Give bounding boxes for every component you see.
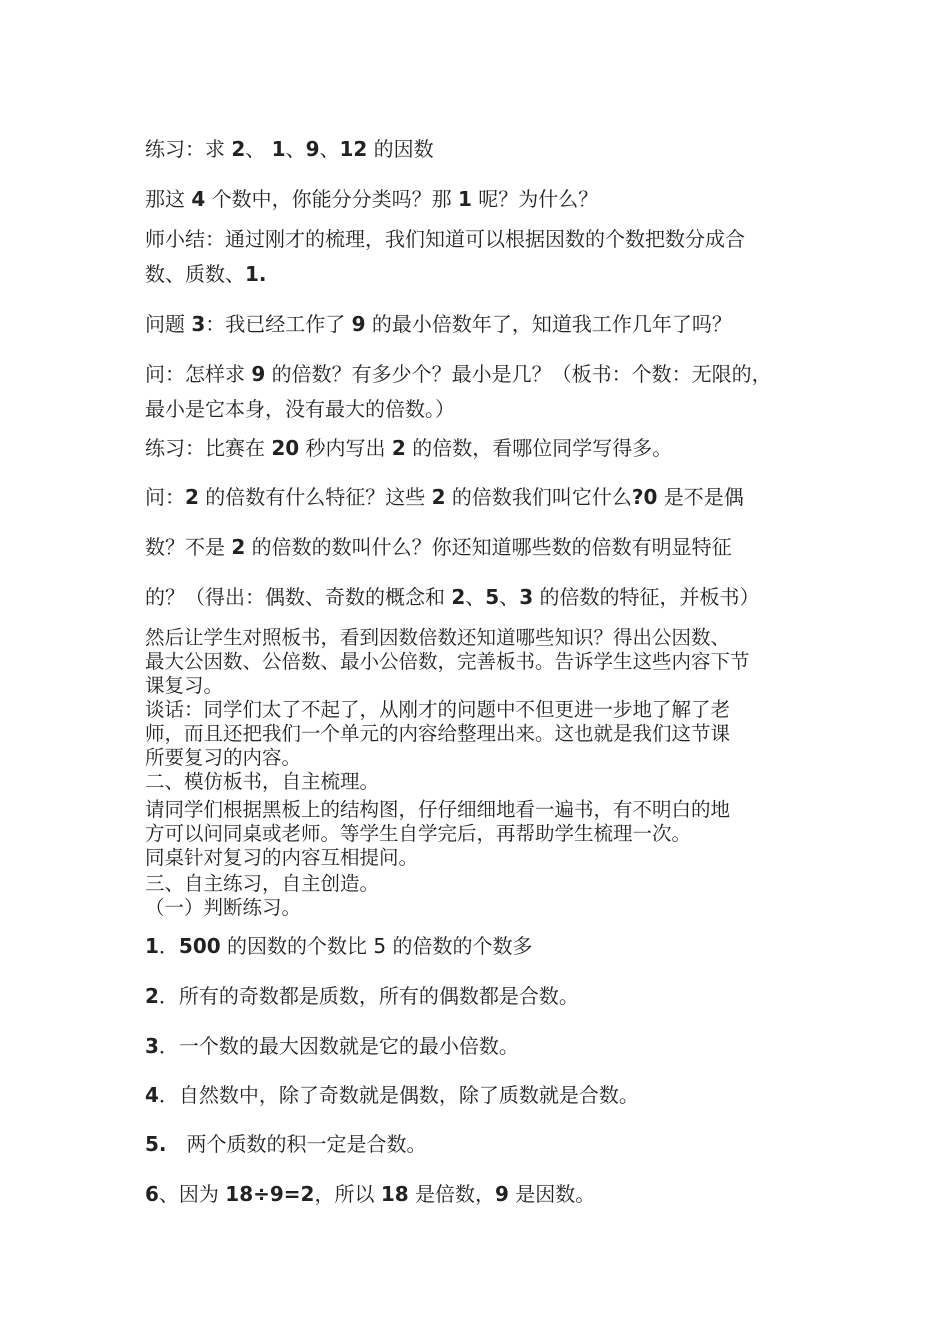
bold-text-run: 2 <box>231 137 246 161</box>
judgement-item-1 <box>145 933 532 959</box>
bold-text-run: 5 <box>485 585 500 609</box>
text-run: 同桌针对复习的内容互相提问。 <box>145 846 419 869</box>
text-run: 数、质数、 <box>145 262 245 286</box>
text-run: 请同学们根据黑板上的结构图，仔仔细细地看一遍书，有不明白的地 <box>145 798 731 821</box>
bold-text-run: 2 <box>431 485 446 509</box>
talk-line <box>145 722 730 746</box>
even-question-line-1 <box>145 484 744 510</box>
text-run: 、因为 <box>158 1182 226 1206</box>
bold-text-run: 2 <box>391 436 406 460</box>
text-run: 个数中，你能分分类吗？那 <box>205 187 458 211</box>
text-run: 是倍数， <box>408 1182 496 1206</box>
text-run: 三、自主练习，自主创造。 <box>145 872 380 895</box>
talk-line <box>145 698 730 722</box>
text-run: 的倍数我们叫它什么 <box>445 485 632 509</box>
text-run: ，所以 <box>314 1182 381 1206</box>
judgement-item-5 <box>145 1131 427 1157</box>
bold-text-run: 3 <box>145 1034 159 1058</box>
text-run: ． <box>158 934 179 958</box>
exercise-factors-line <box>145 136 434 162</box>
bold-text-run: 4 <box>145 1083 159 1107</box>
bold-text-run: 12 <box>339 137 368 161</box>
bold-text-run: 3 <box>191 312 206 336</box>
text-run: 的倍数有什么特征？这些 <box>198 485 432 509</box>
bold-text-run: 2 <box>185 485 199 509</box>
text-run: （一）判断练习。 <box>145 896 302 919</box>
bold-text-run: 5. <box>145 1132 167 1156</box>
bold-text-run: 6 <box>145 1182 159 1206</box>
section-heading-3 <box>145 872 379 896</box>
text-run: 、 <box>465 585 486 609</box>
text-run: ．一个数的最大因数就是它的最小倍数。 <box>158 1034 519 1058</box>
paragraph-line <box>145 650 750 674</box>
text-run: 问题 <box>145 312 192 336</box>
text-run: 师，而且还把我们一个单元的内容给整理出来。这也就是我们这节课 <box>145 722 731 745</box>
text-run: 那这 <box>145 187 192 211</box>
bold-text-run: 20 <box>271 436 300 460</box>
judgement-item-4 <box>145 1082 639 1108</box>
bold-text-run: 18 <box>380 1182 409 1206</box>
text-run: 的倍数的数叫什么？你还知道哪些数的倍数有明显特征 <box>245 535 732 559</box>
bold-text-run: 9 <box>351 312 366 336</box>
text-run: 问： <box>145 485 185 509</box>
text-run: ．自然数中，除了奇数就是偶数，除了质数就是合数。 <box>158 1083 639 1107</box>
text-run: 的因数的个数比 5 的倍数的个数多 <box>220 934 533 958</box>
bold-text-run: ?0 <box>631 485 658 509</box>
text-run: 的倍数的特征，并板书） <box>533 585 760 609</box>
text-run: 谈话：同学们太了不起了，从刚才的问题中不但更进一步地了解了老 <box>145 698 731 721</box>
text-run: 的倍数，看哪位同学写得多。 <box>405 436 673 460</box>
text-run: 秒内写出 <box>299 436 392 460</box>
section-heading-2 <box>145 770 379 794</box>
bold-text-run: 1 <box>145 934 159 958</box>
judgement-item-6 <box>145 1181 595 1207</box>
text-run: 二、模仿板书，自主梳理。 <box>145 770 380 793</box>
bold-text-run: 9 <box>305 137 320 161</box>
text-run: 数？不是 <box>145 535 232 559</box>
text-run: 问：怎样求 <box>145 362 252 386</box>
text-run: 最小是它本身，没有最大的倍数。） <box>145 397 455 421</box>
text-run: 所要复习的内容。 <box>145 746 302 769</box>
instruction-line <box>145 846 418 870</box>
teacher-summary-line-1 <box>145 226 745 252</box>
text-run: 的最小倍数年了，知道我工作几年了吗？ <box>365 312 732 336</box>
even-question-line-3 <box>145 584 759 610</box>
bold-text-run: 2 <box>145 984 159 1008</box>
bold-text-run: 2 <box>231 535 246 559</box>
talk-line <box>145 746 301 770</box>
classify-question-line <box>145 186 598 212</box>
race-exercise-line <box>145 435 672 461</box>
bold-text-run: 3 <box>519 585 534 609</box>
multiples-question-line-2 <box>145 396 455 422</box>
bold-text-run: 9 <box>495 1182 509 1206</box>
subsection-heading <box>145 896 301 920</box>
multiples-question-line-1 <box>145 361 772 387</box>
paragraph-line <box>145 674 223 698</box>
bold-text-run: 1 <box>458 187 472 211</box>
text-run: 的倍数？有多少个？最小是几？（板书：个数：无限的， <box>265 362 772 386</box>
text-run: 两个质数的积一定是合数。 <box>166 1132 427 1156</box>
teacher-summary-line-2 <box>145 261 267 287</box>
instruction-line <box>145 798 730 822</box>
text-run: 最大公因数、公倍数、最小公倍数，完善板书。告诉学生这些内容下节 <box>145 650 750 673</box>
instruction-line <box>145 822 691 846</box>
bold-text-run: 2 <box>451 585 466 609</box>
bold-text-run: 1. <box>245 262 267 286</box>
text-run: 练习：比赛在 <box>145 436 272 460</box>
text-run: 是不是偶 <box>657 485 744 509</box>
question-3-line <box>145 311 732 337</box>
text-run: 练习：求 <box>145 137 232 161</box>
judgement-item-3 <box>145 1033 519 1059</box>
text-run: 、 <box>319 137 340 161</box>
text-run: 课复习。 <box>145 674 224 697</box>
text-run: 、 <box>285 137 306 161</box>
text-run: ：我已经工作了 <box>205 312 352 336</box>
text-run: 呢？为什么？ <box>471 187 599 211</box>
text-run: 然后让学生对照板书，看到因数倍数还知道哪些知识？得出公因数、 <box>145 626 731 649</box>
even-question-line-2 <box>145 534 732 560</box>
text-run: 方可以问同桌或老师。等学生自学完后，再帮助学生梳理一次。 <box>145 822 692 845</box>
text-run: 的因数 <box>367 137 434 161</box>
bold-text-run: 18÷9=2 <box>225 1182 315 1206</box>
text-run: ．所有的奇数都是质数，所有的偶数都是合数。 <box>158 984 579 1008</box>
text-run: 的？（得出：偶数、奇数的概念和 <box>145 585 452 609</box>
bold-text-run: 9 <box>251 362 266 386</box>
bold-text-run: 4 <box>191 187 206 211</box>
paragraph-line <box>145 626 730 650</box>
bold-text-run: 500 <box>178 934 221 958</box>
judgement-item-2 <box>145 983 579 1009</box>
text-run: 师小结：通过刚才的梳理，我们知道可以根据因数的个数把数分成合 <box>145 227 745 251</box>
text-run: 是因数。 <box>508 1182 596 1206</box>
text-run: 、 <box>245 137 272 161</box>
text-run: 、 <box>499 585 520 609</box>
bold-text-run: 1 <box>271 137 286 161</box>
